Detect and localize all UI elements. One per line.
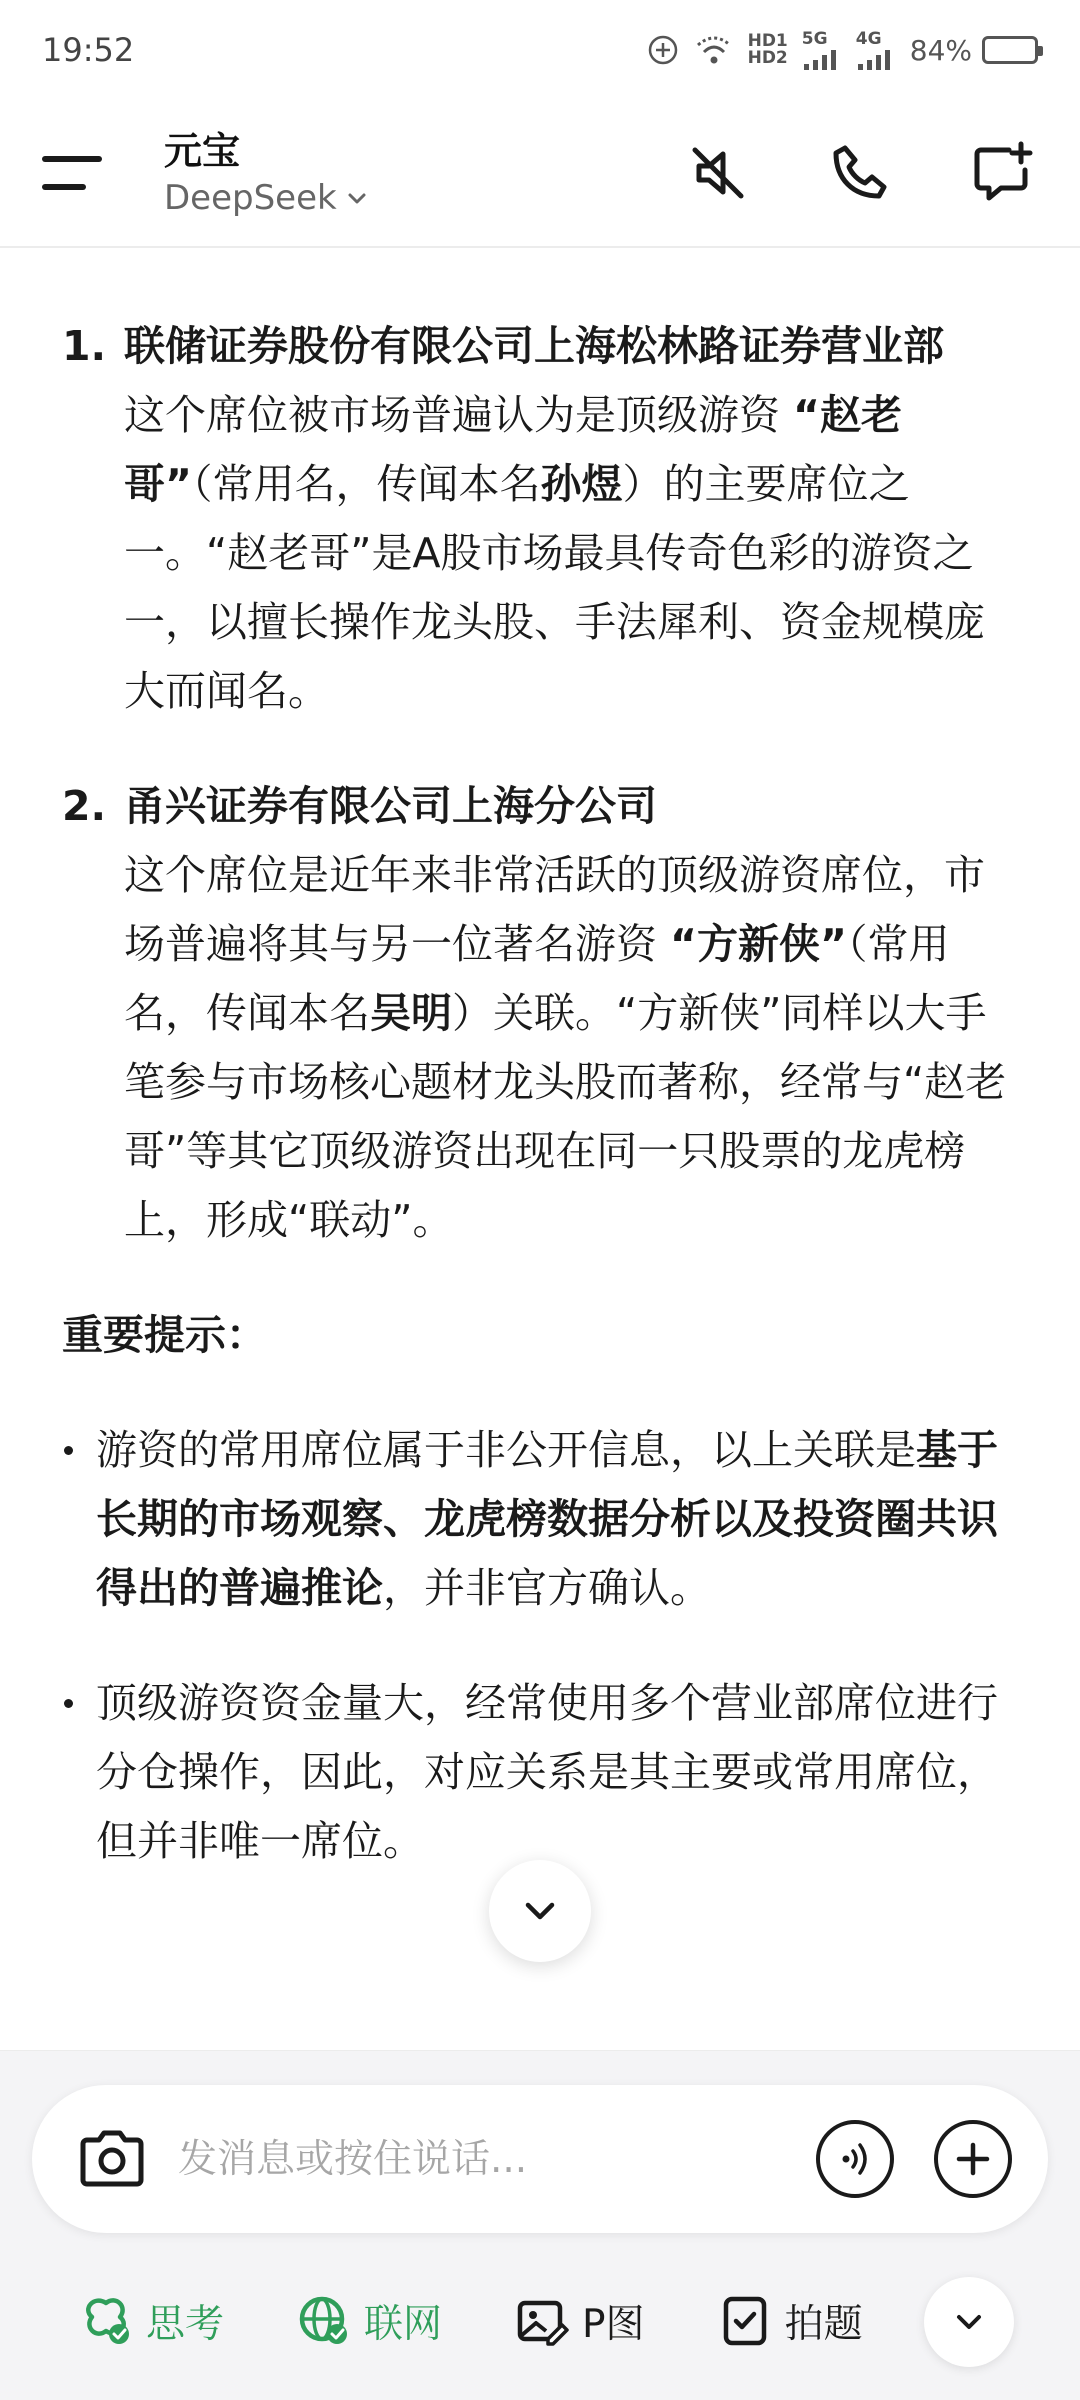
call-button[interactable] bbox=[824, 137, 896, 209]
expand-tools-button[interactable] bbox=[924, 2277, 1014, 2367]
battery-percent: 84% bbox=[909, 33, 972, 67]
p-image-label: P图 bbox=[582, 2302, 645, 2347]
signal-bars-icon bbox=[802, 48, 842, 70]
camera-icon bbox=[73, 2120, 151, 2198]
list-item bbox=[62, 312, 1018, 726]
bold-segment: 基于长期的市场观察、龙虎榜数据分析以及投资圈共识得出的普遍推论 bbox=[96, 1426, 998, 1612]
think-icon bbox=[78, 2293, 134, 2349]
status-bar bbox=[0, 0, 1080, 100]
web-label: 联网 bbox=[364, 2302, 443, 2347]
list-item-body bbox=[124, 772, 1018, 1255]
bold-segment: “方新侠” bbox=[670, 920, 847, 968]
photo-question-button[interactable] bbox=[717, 2293, 863, 2349]
list-number: 2. bbox=[62, 782, 107, 830]
signal-5g-label: 5G bbox=[801, 29, 828, 49]
signal-bars-icon bbox=[856, 48, 896, 70]
camera-button[interactable] bbox=[72, 2119, 152, 2199]
mute-button[interactable] bbox=[682, 137, 754, 209]
model-name: DeepSeek bbox=[164, 178, 337, 218]
bullet-item bbox=[62, 1669, 1018, 1876]
input-bar bbox=[32, 2085, 1048, 2233]
voice-wave-icon bbox=[833, 2137, 877, 2181]
composer-panel bbox=[0, 2050, 1080, 2400]
list-item-body bbox=[124, 312, 1018, 726]
signal-5g bbox=[802, 30, 842, 70]
voice-button[interactable] bbox=[816, 2120, 894, 2198]
bullet-item bbox=[62, 1416, 1018, 1623]
text-segment: （常用名，传闻本名 bbox=[124, 920, 950, 1037]
status-icons bbox=[646, 30, 1038, 70]
signal-4g bbox=[856, 30, 896, 70]
text-segment: ，并非官方确认。 bbox=[383, 1564, 711, 1612]
signal-4g-label: 4G bbox=[855, 29, 882, 49]
phone-icon bbox=[827, 140, 893, 206]
message-input[interactable] bbox=[178, 2137, 776, 2182]
list-number: 1. bbox=[62, 322, 107, 370]
item-description bbox=[124, 381, 1018, 726]
chevron-down-icon bbox=[949, 2302, 989, 2342]
notes-heading: 重要提示： bbox=[62, 1311, 267, 1359]
menu-button[interactable] bbox=[42, 131, 126, 215]
bullet-body bbox=[96, 1669, 1018, 1876]
web-search-toggle[interactable] bbox=[296, 2293, 442, 2349]
text-segment: （常用名，传闻本名 bbox=[191, 460, 541, 508]
bullet-body bbox=[96, 1416, 1018, 1623]
header-actions bbox=[682, 137, 1038, 209]
mute-icon bbox=[685, 140, 751, 206]
bold-segment: 孙煜 bbox=[540, 460, 623, 508]
app-header bbox=[0, 100, 1080, 248]
text-segment: 顶级游资资金量大，经常使用多个营业部席位进行分仓操作，因此，对应关系是其主要或常用席位，但并非唯一席位。 bbox=[96, 1679, 998, 1865]
menu-line-icon bbox=[42, 184, 86, 190]
scroll-to-bottom-button[interactable] bbox=[489, 1860, 591, 1962]
think-toggle[interactable] bbox=[78, 2293, 224, 2349]
think-label: 思考 bbox=[146, 2302, 225, 2347]
hd-bottom-label: HD2 bbox=[747, 48, 788, 68]
app-title: 元宝 bbox=[164, 129, 241, 173]
chevron-down-icon bbox=[518, 1889, 562, 1933]
new-chat-icon bbox=[969, 140, 1035, 206]
photo-question-icon bbox=[717, 2293, 773, 2349]
battery-icon bbox=[982, 36, 1038, 64]
chevron-down-icon bbox=[345, 186, 369, 210]
status-time: 19:52 bbox=[42, 31, 135, 69]
plus-icon bbox=[951, 2137, 995, 2181]
menu-line-icon bbox=[42, 156, 102, 162]
battery-indicator bbox=[910, 34, 1038, 67]
text-segment: ）关联。“方新侠”同样以大手笔参与市场核心题材龙头股而著称，经常与“赵老哥”等其它顶级游资出现在同一只股票的龙虎榜上，形成“联动”。 bbox=[124, 989, 1007, 1244]
text-segment: 这个席位被市场普遍认为是顶级游资 bbox=[124, 391, 794, 439]
chat-message bbox=[0, 250, 1080, 2050]
globe-icon bbox=[296, 2293, 352, 2349]
bullet-icon bbox=[62, 1416, 96, 1623]
hd-indicator bbox=[748, 33, 788, 67]
bold-segment: 吴明 bbox=[370, 989, 452, 1037]
title-block bbox=[164, 126, 369, 220]
new-chat-button[interactable] bbox=[966, 137, 1038, 209]
feature-toolbar bbox=[0, 2261, 1080, 2381]
bold-segment: “赵老哥” bbox=[124, 391, 902, 508]
add-circle-icon bbox=[646, 33, 680, 67]
p-image-button[interactable] bbox=[514, 2293, 645, 2349]
bullet-icon bbox=[62, 1669, 96, 1876]
wifi-icon bbox=[694, 33, 734, 67]
list-item bbox=[62, 772, 1018, 1255]
text-segment: 这个席位是近年来非常活跃的顶级游资席位，市场普遍将其与另一位著名游资 bbox=[124, 851, 985, 968]
item-description bbox=[124, 841, 1018, 1255]
hd-top-label: HD1 bbox=[747, 31, 788, 51]
model-selector[interactable] bbox=[164, 176, 369, 220]
text-segment: 游资的常用席位属于非公开信息，以上关联是 bbox=[96, 1426, 916, 1474]
item-title: 甬兴证券有限公司上海分公司 bbox=[124, 782, 657, 830]
text-segment: ）的主要席位之一。“赵老哥”是A股市场最具传奇色彩的游资之一，以擅长操作龙头股、手法犀利、资金规模庞大而闻名。 bbox=[124, 460, 985, 715]
item-title: 联储证券股份有限公司上海松林路证券营业部 bbox=[124, 322, 944, 370]
photo-question-label: 拍题 bbox=[784, 2302, 863, 2347]
add-attachment-button[interactable] bbox=[934, 2120, 1012, 2198]
image-edit-icon bbox=[514, 2293, 570, 2349]
